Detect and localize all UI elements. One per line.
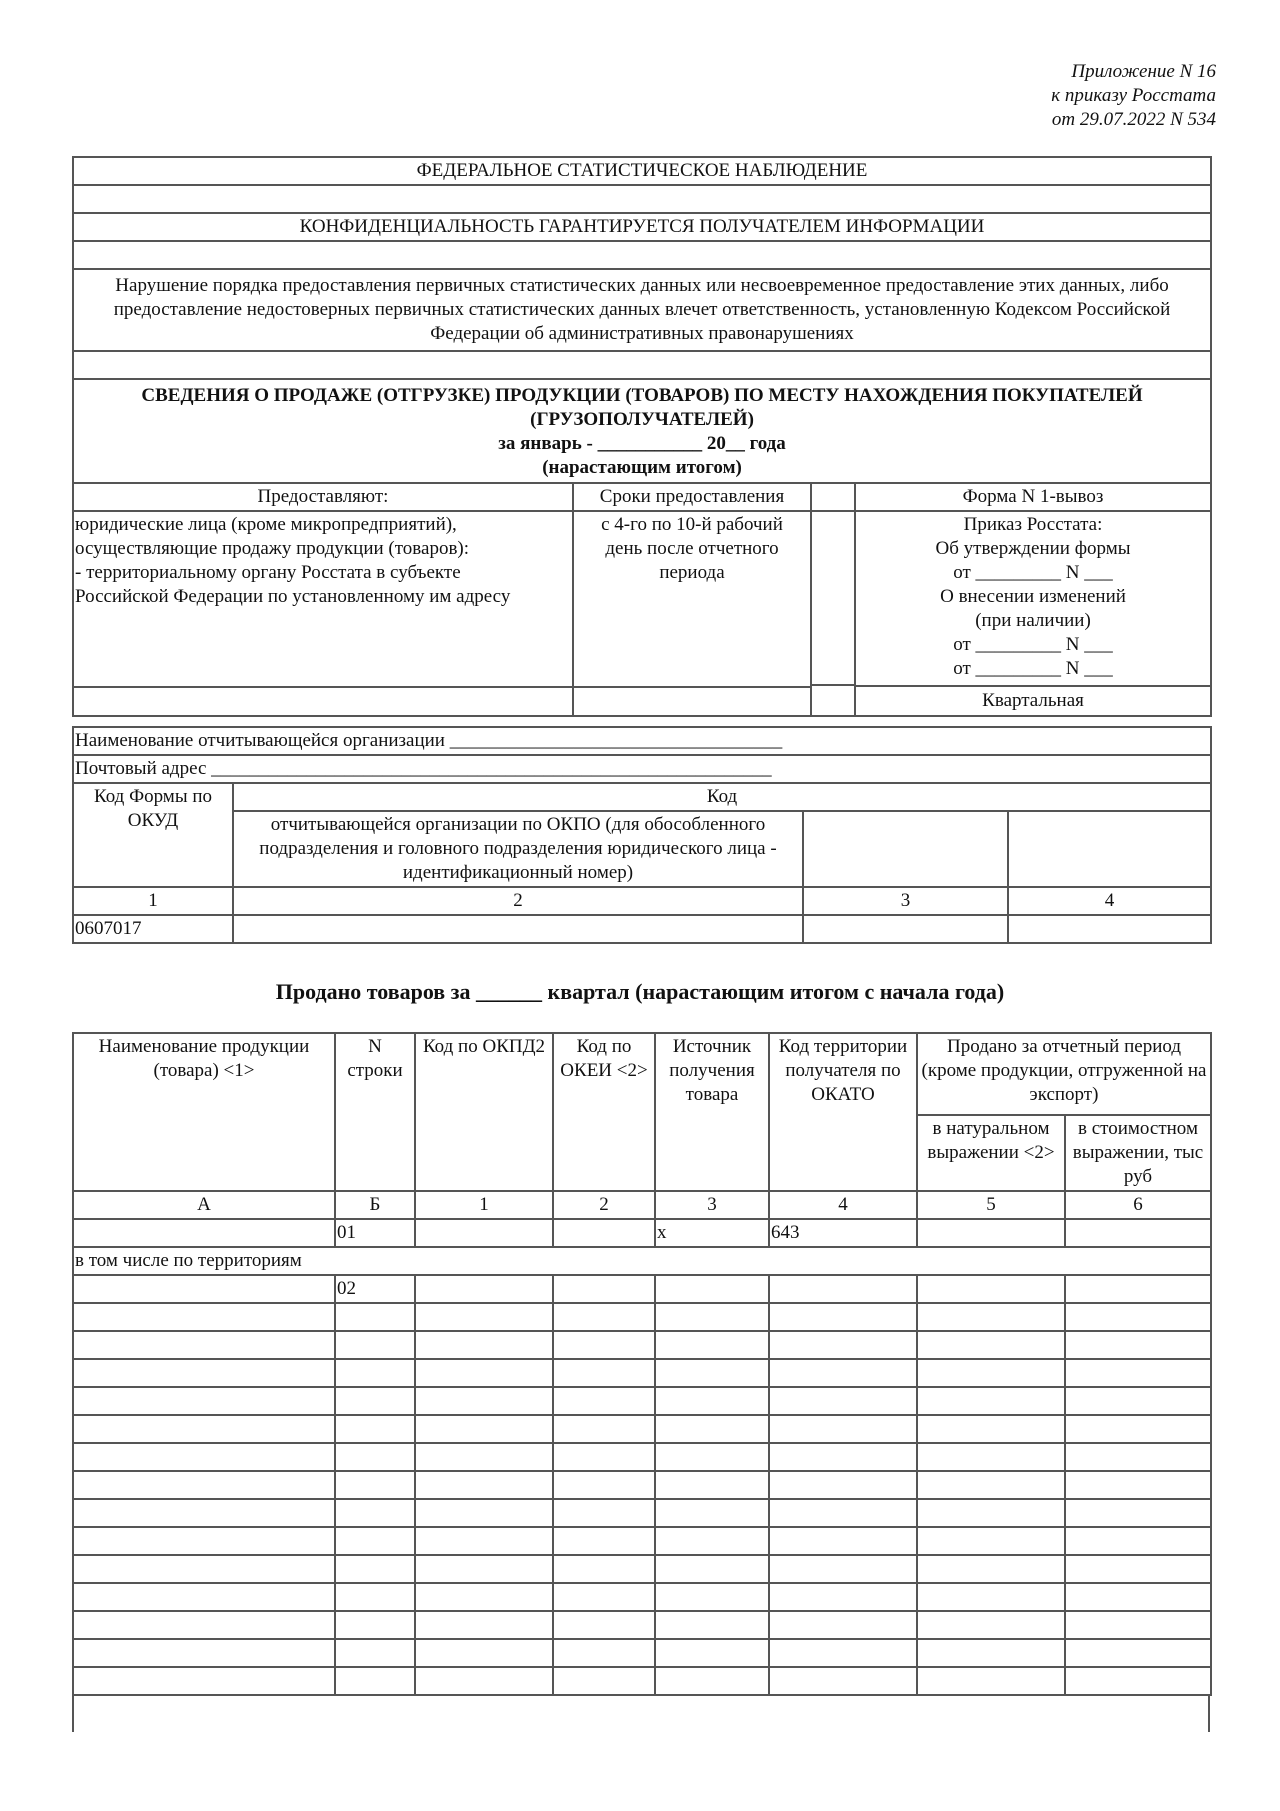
natural-cell[interactable] bbox=[917, 1471, 1065, 1499]
okei-cell[interactable] bbox=[553, 1443, 655, 1471]
okei-cell[interactable] bbox=[553, 1275, 655, 1303]
okpd2-cell[interactable] bbox=[415, 1471, 553, 1499]
table-row bbox=[73, 1219, 1211, 1247]
source-cell[interactable] bbox=[655, 1667, 769, 1695]
row-number-cell[interactable] bbox=[335, 1555, 415, 1583]
product-name-cell[interactable] bbox=[73, 1639, 335, 1667]
natural-cell[interactable] bbox=[917, 1331, 1065, 1359]
source-cell[interactable] bbox=[655, 1387, 769, 1415]
value-cell[interactable] bbox=[1065, 1527, 1211, 1555]
okato-cell[interactable] bbox=[769, 1583, 917, 1611]
row-number-cell[interactable] bbox=[335, 1471, 415, 1499]
postal-address-field[interactable]: Почтовый адрес ___________________________________________________________ bbox=[73, 755, 1211, 783]
okpd2-cell[interactable] bbox=[415, 1443, 553, 1471]
form-title-line-2: (ГРУЗОПОЛУЧАТЕЛЕЙ) bbox=[530, 409, 754, 430]
product-name-cell[interactable] bbox=[73, 1303, 335, 1331]
column-number-3: 3 bbox=[803, 887, 1008, 915]
value-cell[interactable] bbox=[1065, 1611, 1211, 1639]
spacer-row bbox=[73, 351, 1211, 379]
table-row bbox=[73, 1275, 1211, 1303]
okato-cell[interactable] bbox=[769, 1415, 917, 1443]
value-cell[interactable] bbox=[1065, 1415, 1211, 1443]
okei-cell[interactable] bbox=[553, 1471, 655, 1499]
order-line-3: от _________ N ___ bbox=[953, 562, 1113, 583]
form-title bbox=[73, 379, 1211, 483]
okei-cell[interactable] bbox=[553, 1499, 655, 1527]
order-line-4: О внесении изменений bbox=[940, 586, 1126, 607]
okpd2-cell[interactable] bbox=[415, 1499, 553, 1527]
table-row bbox=[73, 1359, 1211, 1387]
row-number-cell[interactable] bbox=[335, 1443, 415, 1471]
okato-cell: 643 bbox=[769, 1219, 917, 1247]
okpd2-cell[interactable] bbox=[415, 1555, 553, 1583]
okpd2-cell[interactable] bbox=[415, 1639, 553, 1667]
table-row bbox=[73, 1527, 1211, 1555]
okei-cell[interactable] bbox=[553, 1331, 655, 1359]
okpd2-cell[interactable] bbox=[415, 1275, 553, 1303]
natural-cell[interactable] bbox=[917, 1583, 1065, 1611]
product-name-cell[interactable] bbox=[73, 1499, 335, 1527]
natural-cell[interactable] bbox=[917, 1611, 1065, 1639]
source-cell[interactable] bbox=[655, 1443, 769, 1471]
appendix-line-2: к приказу Росстата bbox=[1051, 85, 1216, 106]
blank-cell bbox=[573, 687, 811, 716]
blank-cell bbox=[811, 511, 855, 716]
table-row bbox=[73, 1471, 1211, 1499]
spacer-row bbox=[73, 241, 1211, 269]
okato-cell[interactable] bbox=[769, 1275, 917, 1303]
okud-code-value: 0607017 bbox=[73, 915, 233, 943]
value-cell[interactable] bbox=[1065, 1667, 1211, 1695]
order-info bbox=[855, 511, 1211, 716]
product-name-cell[interactable] bbox=[73, 1443, 335, 1471]
submitters-line-4: Российской Федерации по установленному им адресу bbox=[75, 586, 511, 607]
confidentiality-heading: КОНФИДЕНЦИАЛЬНОСТЬ ГАРАНТИРУЕТСЯ ПОЛУЧАТЕЛЕМ ИНФОРМАЦИИ bbox=[73, 213, 1211, 241]
row-number-cell[interactable] bbox=[335, 1303, 415, 1331]
header-natural-units: в натуральном выражении <2> bbox=[917, 1115, 1065, 1191]
okato-cell[interactable] bbox=[769, 1527, 917, 1555]
appendix-reference bbox=[1051, 60, 1216, 132]
okato-cell[interactable] bbox=[769, 1331, 917, 1359]
okpd2-cell[interactable] bbox=[415, 1303, 553, 1331]
table-row bbox=[73, 1443, 1211, 1471]
federal-observation-heading: ФЕДЕРАЛЬНОЕ СТАТИСТИЧЕСКОЕ НАБЛЮДЕНИЕ bbox=[73, 157, 1211, 185]
row-number-cell[interactable] bbox=[335, 1639, 415, 1667]
okpd2-cell[interactable] bbox=[415, 1667, 553, 1695]
okato-cell[interactable] bbox=[769, 1667, 917, 1695]
source-cell[interactable] bbox=[655, 1639, 769, 1667]
value-cell[interactable] bbox=[1065, 1359, 1211, 1387]
okato-cell[interactable] bbox=[769, 1471, 917, 1499]
header-value-thousand-rub: в стоимостном выражении, тыс руб bbox=[1065, 1115, 1211, 1191]
value-cell[interactable] bbox=[1065, 1499, 1211, 1527]
product-name-cell[interactable] bbox=[73, 1219, 335, 1247]
table-continuation-edge bbox=[72, 1696, 1210, 1732]
code-input-cell[interactable] bbox=[1008, 915, 1211, 943]
okato-cell[interactable] bbox=[769, 1303, 917, 1331]
header-goods-source: Источник получения товара bbox=[655, 1033, 769, 1191]
form-title-period: за январь - ___________ 20__ года bbox=[498, 433, 786, 454]
source-cell[interactable] bbox=[655, 1303, 769, 1331]
row-number-cell[interactable] bbox=[335, 1583, 415, 1611]
table-row bbox=[73, 1583, 1211, 1611]
table-row bbox=[73, 1415, 1211, 1443]
natural-cell[interactable] bbox=[917, 1639, 1065, 1667]
product-name-cell[interactable] bbox=[73, 1667, 335, 1695]
blank-cell bbox=[1008, 811, 1211, 887]
table-row bbox=[73, 1387, 1211, 1415]
order-line-7: от _________ N ___ bbox=[953, 658, 1113, 679]
source-cell[interactable] bbox=[655, 1471, 769, 1499]
row-number-cell[interactable] bbox=[335, 1527, 415, 1555]
source-cell[interactable] bbox=[655, 1611, 769, 1639]
okei-cell[interactable] bbox=[553, 1611, 655, 1639]
blank-cell bbox=[73, 687, 573, 716]
form-title-cumulative: (нарастающим итогом) bbox=[542, 457, 742, 478]
blank-cell bbox=[811, 483, 855, 511]
value-cell[interactable] bbox=[1065, 1471, 1211, 1499]
row-number-cell: 01 bbox=[335, 1219, 415, 1247]
column-number-4: 4 bbox=[1008, 887, 1211, 915]
source-cell[interactable] bbox=[655, 1499, 769, 1527]
form-header bbox=[72, 156, 1210, 717]
submitters-line-1: юридические лица (кроме микропредприятий), bbox=[75, 514, 457, 535]
row-number-cell[interactable] bbox=[335, 1359, 415, 1387]
order-line-5: (при наличии) bbox=[975, 610, 1091, 631]
table-row bbox=[73, 1303, 1211, 1331]
order-line-2: Об утверждении формы bbox=[935, 538, 1131, 559]
okpd2-cell[interactable] bbox=[415, 1415, 553, 1443]
deadline-line-2: день после отчетного bbox=[605, 538, 779, 559]
spacer-row bbox=[73, 185, 1211, 213]
product-name-cell[interactable] bbox=[73, 1555, 335, 1583]
table-row bbox=[73, 1639, 1211, 1667]
natural-cell[interactable] bbox=[917, 1527, 1065, 1555]
product-name-cell[interactable] bbox=[73, 1471, 335, 1499]
header-okato-code: Код территории получателя по ОКАТО bbox=[769, 1033, 917, 1191]
okpd2-cell[interactable] bbox=[415, 1219, 553, 1247]
table-row bbox=[73, 1611, 1211, 1639]
organization-block bbox=[72, 726, 1210, 944]
product-name-cell[interactable] bbox=[73, 1583, 335, 1611]
value-cell[interactable] bbox=[1065, 1583, 1211, 1611]
okpo-header: отчитывающейся организации по ОКПО (для обособленного подразделения и головного подразделения юридического лица - идентификационный номер) bbox=[233, 811, 803, 887]
header-okpd2-code: Код по ОКПД2 bbox=[415, 1033, 553, 1191]
appendix-line-3: от 29.07.2022 N 534 bbox=[1051, 109, 1216, 130]
natural-cell[interactable] bbox=[917, 1219, 1065, 1247]
okpd2-cell[interactable] bbox=[415, 1527, 553, 1555]
product-name-cell[interactable] bbox=[73, 1527, 335, 1555]
product-name-cell[interactable] bbox=[73, 1415, 335, 1443]
column-letter: 4 bbox=[769, 1191, 917, 1219]
submitters-line-2: осуществляющие продажу продукции (товаров): bbox=[75, 538, 470, 559]
periodicity-label: Квартальная bbox=[856, 685, 1210, 715]
blank-cell bbox=[803, 811, 1008, 887]
row-number-cell[interactable] bbox=[335, 1611, 415, 1639]
okpd2-cell[interactable] bbox=[415, 1611, 553, 1639]
column-letter: 6 bbox=[1065, 1191, 1211, 1219]
source-cell[interactable] bbox=[655, 1275, 769, 1303]
natural-cell[interactable] bbox=[917, 1667, 1065, 1695]
product-name-cell[interactable] bbox=[73, 1387, 335, 1415]
okei-cell[interactable] bbox=[553, 1359, 655, 1387]
okato-cell[interactable] bbox=[769, 1387, 917, 1415]
source-cell[interactable] bbox=[655, 1359, 769, 1387]
okato-cell[interactable] bbox=[769, 1359, 917, 1387]
okpd2-cell[interactable] bbox=[415, 1583, 553, 1611]
okato-cell[interactable] bbox=[769, 1639, 917, 1667]
value-cell[interactable] bbox=[1065, 1387, 1211, 1415]
okei-cell[interactable] bbox=[553, 1303, 655, 1331]
organization-name-field[interactable]: Наименование отчитывающейся организации ___________________________________ bbox=[73, 727, 1211, 755]
okei-cell[interactable] bbox=[553, 1219, 655, 1247]
value-cell[interactable] bbox=[1065, 1303, 1211, 1331]
okei-cell[interactable] bbox=[553, 1387, 655, 1415]
column-letter: 5 bbox=[917, 1191, 1065, 1219]
code-header: Код bbox=[233, 783, 1211, 811]
submitters-description bbox=[73, 511, 573, 687]
violation-notice: Нарушение порядка предоставления первичных статистических данных или несвоевременное предоставление этих данных, либо предоставление недостоверных первичных статистических данных влечет ответственность, установленную Кодексом Российской Федерации об административных правонарушениях bbox=[73, 269, 1211, 351]
section-title: Продано товаров за ______ квартал (нарастающим итогом с начала года) bbox=[275, 979, 1005, 1004]
appendix-line-1: Приложение N 16 bbox=[1071, 61, 1216, 82]
form-title-line-1: СВЕДЕНИЯ О ПРОДАЖЕ (ОТГРУЗКЕ) ПРОДУКЦИИ (ТОВАРОВ) ПО МЕСТУ НАХОЖДЕНИЯ ПОКУПАТЕЛЕЙ bbox=[141, 385, 1143, 406]
okei-cell[interactable] bbox=[553, 1667, 655, 1695]
okei-cell[interactable] bbox=[553, 1555, 655, 1583]
header-row-number: N строки bbox=[335, 1033, 415, 1191]
column-letter: 1 bbox=[415, 1191, 553, 1219]
row-number-cell[interactable] bbox=[335, 1415, 415, 1443]
column-letter: А bbox=[73, 1191, 335, 1219]
okato-cell[interactable] bbox=[769, 1499, 917, 1527]
okpd2-cell[interactable] bbox=[415, 1331, 553, 1359]
product-name-cell[interactable] bbox=[73, 1275, 335, 1303]
natural-cell[interactable] bbox=[917, 1443, 1065, 1471]
okpo-input-cell[interactable] bbox=[233, 915, 803, 943]
table-row bbox=[73, 1667, 1211, 1695]
table-row bbox=[73, 1331, 1211, 1359]
sales-table bbox=[72, 1032, 1210, 1696]
column-number-1: 1 bbox=[73, 887, 233, 915]
form-number-header: Форма N 1-вывоз bbox=[855, 483, 1211, 511]
okei-cell[interactable] bbox=[553, 1415, 655, 1443]
row-number-cell[interactable] bbox=[335, 1387, 415, 1415]
okpd2-cell[interactable] bbox=[415, 1359, 553, 1387]
natural-cell[interactable] bbox=[917, 1303, 1065, 1331]
okato-cell[interactable] bbox=[769, 1555, 917, 1583]
column-letter: 2 bbox=[553, 1191, 655, 1219]
order-line-6: от _________ N ___ bbox=[953, 634, 1113, 655]
okpd2-cell[interactable] bbox=[415, 1387, 553, 1415]
source-cell[interactable] bbox=[655, 1527, 769, 1555]
row-number-cell[interactable] bbox=[335, 1499, 415, 1527]
header-okei-code: Код по ОКЕИ <2> bbox=[553, 1033, 655, 1191]
column-number-2: 2 bbox=[233, 887, 803, 915]
row-number-cell[interactable] bbox=[335, 1331, 415, 1359]
product-name-cell[interactable] bbox=[73, 1611, 335, 1639]
submitters-line-3: - территориальному органу Росстата в субъекте bbox=[75, 562, 461, 583]
product-name-cell[interactable] bbox=[73, 1359, 335, 1387]
deadline-line-3: периода bbox=[659, 562, 725, 583]
order-line-1: Приказ Росстата: bbox=[963, 514, 1103, 535]
product-name-cell[interactable] bbox=[73, 1331, 335, 1359]
column-letter: 3 bbox=[655, 1191, 769, 1219]
okato-cell[interactable] bbox=[769, 1611, 917, 1639]
okud-code-header: Код Формы по ОКУД bbox=[73, 783, 233, 887]
okato-cell[interactable] bbox=[769, 1443, 917, 1471]
value-cell[interactable] bbox=[1065, 1443, 1211, 1471]
submitters-header: Предоставляют: bbox=[73, 483, 573, 511]
okei-cell[interactable] bbox=[553, 1583, 655, 1611]
source-cell[interactable] bbox=[655, 1415, 769, 1443]
source-cell: х bbox=[655, 1219, 769, 1247]
value-cell[interactable] bbox=[1065, 1555, 1211, 1583]
header-product-name: Наименование продукции (товара) <1> bbox=[73, 1033, 335, 1191]
header-sold-in-period: Продано за отчетный период (кроме продукции, отгруженной на экспорт) bbox=[917, 1033, 1211, 1115]
okei-cell[interactable] bbox=[553, 1527, 655, 1555]
natural-cell[interactable] bbox=[917, 1415, 1065, 1443]
source-cell[interactable] bbox=[655, 1583, 769, 1611]
row-number-cell[interactable] bbox=[335, 1667, 415, 1695]
territories-label: в том числе по территориям bbox=[73, 1247, 1211, 1275]
row-number-cell: 02 bbox=[335, 1275, 415, 1303]
value-cell[interactable] bbox=[1065, 1639, 1211, 1667]
natural-cell[interactable] bbox=[917, 1387, 1065, 1415]
value-cell[interactable] bbox=[1065, 1275, 1211, 1303]
deadline-header: Сроки предоставления bbox=[573, 483, 811, 511]
okei-cell[interactable] bbox=[553, 1639, 655, 1667]
table-row bbox=[73, 1499, 1211, 1527]
source-cell[interactable] bbox=[655, 1331, 769, 1359]
natural-cell[interactable] bbox=[917, 1555, 1065, 1583]
deadline-line-1: с 4-го по 10-й рабочий bbox=[601, 514, 783, 535]
source-cell[interactable] bbox=[655, 1555, 769, 1583]
value-cell[interactable] bbox=[1065, 1331, 1211, 1359]
code-input-cell[interactable] bbox=[803, 915, 1008, 943]
natural-cell[interactable] bbox=[917, 1359, 1065, 1387]
table-row bbox=[73, 1555, 1211, 1583]
natural-cell[interactable] bbox=[917, 1499, 1065, 1527]
deadline-description bbox=[573, 511, 811, 687]
column-letter: Б bbox=[335, 1191, 415, 1219]
value-cell[interactable] bbox=[1065, 1219, 1211, 1247]
natural-cell[interactable] bbox=[917, 1275, 1065, 1303]
